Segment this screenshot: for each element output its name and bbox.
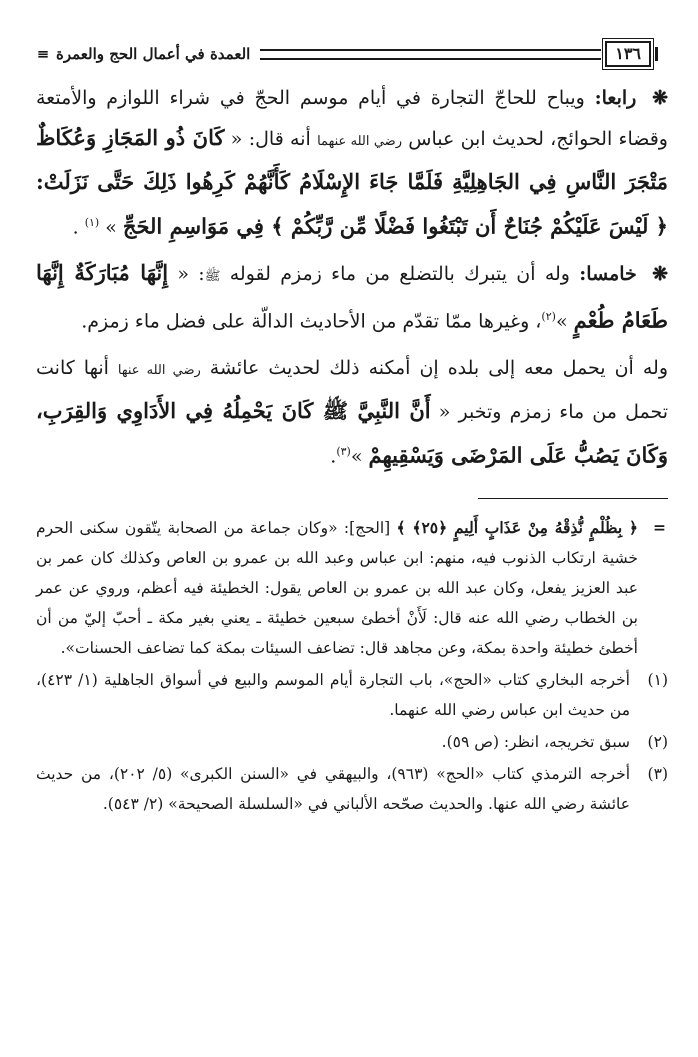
footnote-number: (١) (647, 670, 668, 689)
footnote-text: أخرجه البخاري كتاب «الحج»، باب التجارة أيام الموسم والبيع في أسواق الجاهلية (١/ ٤٢٣)، من حديث ابن عباس رضي الله عنهما. (36, 670, 630, 719)
paragraph-text: » (105, 216, 117, 239)
paragraph-fifth (36, 253, 668, 341)
header-title: العمدة في أعمال الحج والعمرة (56, 45, 251, 63)
star-bullet-icon: ❋ (652, 87, 669, 109)
footnote-ref: (٢) (541, 310, 556, 324)
footnote-number: (٢) (647, 732, 668, 751)
footnote-ref: (١) (84, 216, 100, 229)
header-ornament-left: ≡ (36, 45, 50, 63)
header-ornament-right (655, 47, 668, 61)
paragraph-text: ، وغيرها ممّا تقدّم من الأحاديث الدالّة على فضل ماء زمزم. (81, 310, 542, 333)
paragraph-text: أنها كانت تحمل من ماء زمزم وتخبر « (36, 356, 668, 423)
hadith-quote: كَانَ ذُو المَجَازِ وَعُكَاظٌ مَتْجَرَ النَّاسِ فِي الجَاهِلِيَّةِ فَلَمَّا جَاءَ الإِسْلَامُ كَأَنَّهُمْ كَرِهُوا ذَلِكَ حَتَّى نَزَلَتْ: ﴿ لَيْسَ عَلَيْكُمْ جُنَاحٌ أَن تَبْتَغُوا فَضْلًا مِّن رَّبِّكُمْ ﴾ فِي مَوَاسِمِ الحَجِّ (36, 125, 668, 239)
paragraph-text: : « (177, 263, 205, 286)
footnote-ref: (٣) (336, 444, 351, 458)
main-text (36, 78, 668, 476)
paragraph-zamzam-carry (36, 348, 668, 476)
quran-verse: ﴿ بِظُلْمٍ نُّذِقْهُ مِنْ عَذَابٍ أَلِيمٍ ﴿٢٥﴾ ﴾ (396, 517, 638, 537)
hadith-quote: إِنَّهَا مُبَارَكَةٌ إِنَّهَا طَعَامُ طُعْمٍ (36, 260, 668, 333)
paragraph-lead: خامسا: (579, 263, 637, 286)
book-page (36, 38, 668, 819)
paragraph-lead: رابعا: (594, 87, 637, 109)
footnote-continuation (36, 513, 668, 663)
continuation-mark: = (653, 517, 666, 537)
header-rule (260, 49, 601, 60)
footnote-number: (٣) (647, 764, 668, 783)
footnote-item (36, 759, 668, 819)
paragraph-text: ويباح للحاجّ التجارة في أيام موسم الحجّ في شراء اللوازم والأمتعة وقضاء الحوائج، لحديث ابن عباس (36, 87, 668, 150)
hadith-quote: أَنَّ النَّبِيَّ ﷺ كَانَ يَحْمِلُهُ فِي الأَدَاوِي وَالقِرَبِ، وَكَانَ يَصُبُّ عَلَى المَرْضَى وَيَسْقِيهِمْ (36, 397, 668, 467)
footnote-text: [الحج]: «وكان جماعة من الصحابة يتّقون سكنى الحرم خشية ارتكاب الذنوب فيه، منهم: ابن عباس وعبد الله بن عمرو بن العاص وكذلك كان عمر بن عبد العزيز يفعل، وكان عبد الله بن عمرو بن العاص يقول: الخطيئة فيه أعظم، وروي عن عمر بن الخطاب رضي الله عنه قال: لَأَنْ أخطئ سبعين خطيئة ـ يعني بغير مكة ـ أحبّ إليّ من أن أخطئ خطيئة واحدة بمكة، وعن مجاهد قال: تضاعف السيئات بمكة كما تضاعف الحسنات». (36, 518, 638, 657)
footnote-text: سبق تخريجه، انظر: (ص ٥٩). (441, 732, 630, 751)
footnote-divider (478, 498, 668, 499)
paragraph-fourth (36, 78, 668, 247)
paragraph-text: » (555, 310, 568, 333)
paragraph-text: » (350, 444, 363, 467)
footnote-item (36, 727, 668, 757)
honorific: رضي الله عنهما (317, 134, 402, 149)
honorific: ﷺ (204, 269, 221, 285)
paragraph-text: . (330, 444, 337, 467)
paragraph-text: وله أن يحمل معه إلى بلده إن أمكنه ذلك لحديث عائشة (209, 356, 668, 379)
paragraph-text: . (72, 216, 79, 239)
star-bullet-icon: ❋ (652, 263, 668, 286)
footnote-text: أخرجه الترمذي كتاب «الحج» (٩٦٣)، والبيهقي في «السنن الكبرى» (٥/ ٢٠٢)، من حديث عائشة رضي الله عنها. والحديث صحّحه الألباني في «السلسلة الصحيحة» (٢/ ٥٤٣). (36, 764, 630, 813)
footnote-item (36, 665, 668, 725)
paragraph-text: أنه قال: « (230, 128, 311, 150)
honorific: رضي الله عنها (117, 362, 201, 378)
page-number: ١٣٦ (605, 41, 651, 67)
paragraph-text: وله أن يتبرك بالتضلع من ماء زمزم لقوله (229, 263, 570, 286)
footnotes (36, 513, 668, 819)
running-header (36, 38, 668, 70)
